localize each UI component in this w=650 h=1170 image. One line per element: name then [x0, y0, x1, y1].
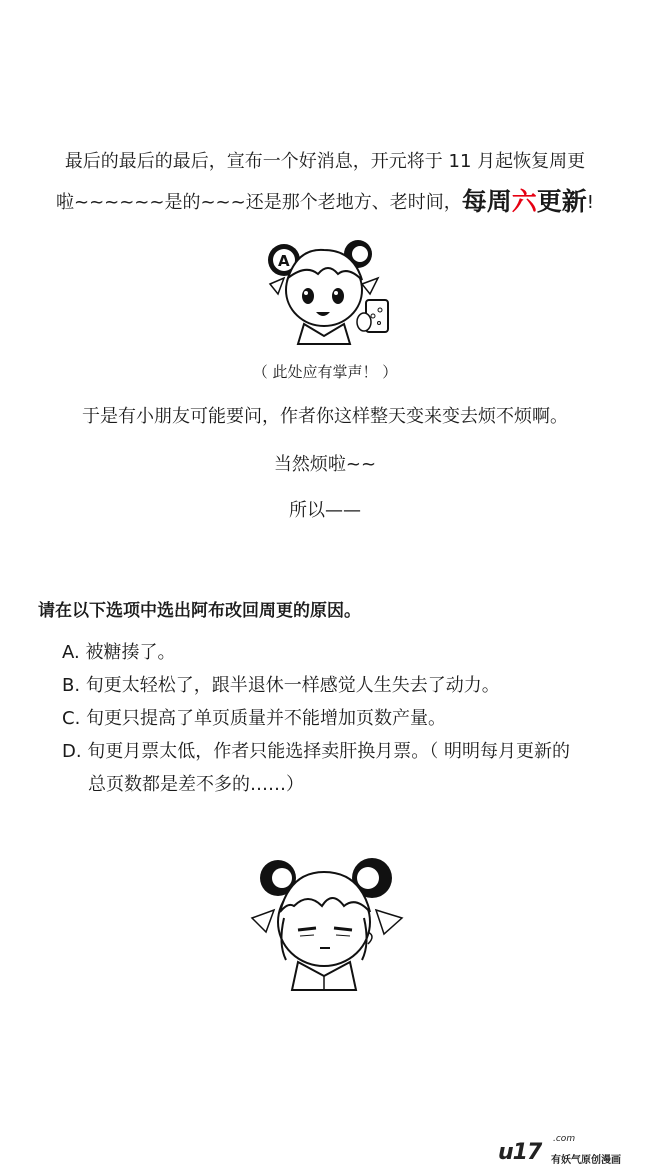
author-answer: 当然烦啦~~	[273, 454, 377, 475]
announcement-line-1: 最后的最后的最后，宣布一个好消息，开元将于 11 月起恢复周更	[64, 151, 586, 172]
u17-logo-domain: .com	[553, 1134, 576, 1144]
announcement-line-2	[0, 187, 650, 216]
reader-question: 于是有小朋友可能要问，作者你这样整天变来变去烦不烦啊。	[82, 406, 568, 427]
quiz-option-b: B. 旬更太轻松了，跟半退休一样感觉人生失去了动力。	[62, 675, 500, 696]
quiz-title: 请在以下选项中选出阿布改回周更的原因。	[38, 601, 361, 621]
chibi-girl-with-glass-illustration	[258, 228, 398, 346]
announcement-line-2-text: 啦~~~~~~是的~~~还是那个老地方、老时间，	[55, 192, 462, 213]
u17-logo-text: u17	[498, 1140, 542, 1165]
quiz-option-d: D. 旬更月票太低，作者只能选择卖肝换月票。（ 明明每月更新的	[62, 741, 571, 762]
emphasis-update: 更新	[536, 187, 587, 216]
u17-logo-subtitle: 有妖气原创漫画	[551, 1155, 621, 1166]
quiz-option-a: A. 被糖揍了。	[62, 642, 176, 663]
quiz-option-c: C. 旬更只提高了单页质量并不能增加页数产量。	[62, 708, 447, 729]
update-schedule-emphasis	[462, 187, 587, 216]
emphasis-every-week: 每周	[461, 187, 512, 216]
so-line: 所以——	[289, 500, 361, 521]
announcement-exclamation: !	[586, 192, 594, 213]
svg-text:A: A	[278, 252, 290, 270]
chibi-girl-deadpan-illustration	[244, 848, 408, 992]
applause-note: （ 此处应有掌声！ ）	[252, 363, 398, 381]
quiz-option-d-continued: 总页数都是差不多的……）	[88, 774, 304, 795]
u17-watermark-logo	[498, 1134, 638, 1166]
emphasis-saturday: 六	[511, 187, 537, 216]
